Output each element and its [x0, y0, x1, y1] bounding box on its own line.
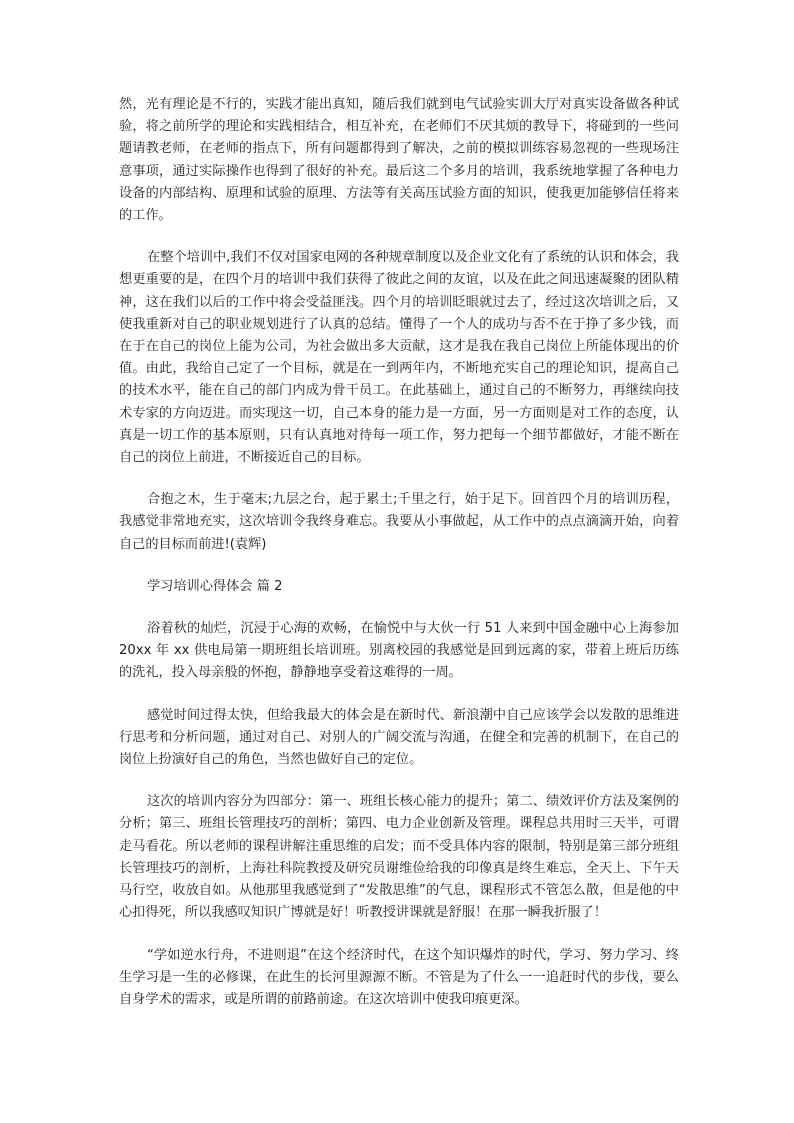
paragraph: 然，光有理论是不行的，实践才能出真知，随后我们就到电气试验实训大厅对真实设备做各种试验，将之前所学的理论和实践相结合，相互补充，在老师们不厌其烦的教导下，将碰到的一些问题请教老师，在老师的指点下，所有问题都得到了解决，之前的模拟训练容易忽视的一些现场注意事项，通过实际操作也得到了很好的补充。最后这二个多月的培训，我系统地掌握了各种电力设备的内部结构、原理和试验的原理、方法等有关高压试验方面的知识，使我更加能够信任将来的工作。: [119, 97, 679, 224]
paragraph: 感觉时间过得太快，但给我最大的体会是在新时代、新浪潮中自己应该学会以发散的思维进行思考和分析问题，通过对自己、对别人的广阔交流与沟通，在健全和完善的机制下，在自己的岗位上扮演好自己的角色，当然也做好自己的定位。: [119, 707, 679, 768]
paragraph: 在整个培训中,我们不仅对国家电网的各种规章制度以及企业文化有了系统的认识和体会，我想更重要的是，在四个月的培训中我们获得了彼此之间的友谊，以及在此之间迅速凝聚的团队精神，这在我们以后的工作中将会受益匪浅。四个月的培训眨眼就过去了，经过这次培训之后，又使我重新对自己的职业规划进行了认真的总结。懂得了一个人的成功与否不在于挣了多少钱，而在于在自己的岗位上能为公司，为社会做出多大贡献，这才是我在我自己岗位上所能体现出的价值。由此，我给自己定了一个目标，就是在一到两年内，不断地充实自己的理论知识，提高自己的技术水平，能在自己的部门内成为骨干员工。在此基础上，通过自己的不断努力，再继续向技术专家的方向迈进。而实现这一切，自己本身的能力是一方面，另一方面则是对工作的态度，认真是一切工作的基本原则，只有认真地对待每一项工作，努力把每一个细节都做好，才能不断在自己的岗位上前进，不断接近自己的目标。: [119, 250, 679, 466]
paragraph: “学如逆水行舟，不进则退”在这个经济时代，在这个知识爆炸的时代，学习、努力学习、终生学习是一生的必修课，在此生的长河里源源不断。不管是为了什么一一追赶时代的步伐，要么自身学术的需求，或是所谓的前路前途。在这次培训中使我印痕更深。: [119, 947, 679, 1007]
document-page: [119, 94, 679, 1031]
section-title: 学习培训心得体会 篇 2: [147, 578, 283, 594]
paragraph: 合抱之木，生于毫末;九层之台，起于累土;千里之行，始于足下。回首四个月的培训历程，我感觉非常地充实，这次培训令我终身难忘。我要从小事做起，从工作中的点点滴滴开始，向着自己的目标而前进!(袁辉): [119, 492, 679, 552]
paragraph: 浴着秋的灿烂，沉浸于心海的欢畅，在愉悦中与大伙一行 51 人来到中国金融中心上海参加 20xx 年 xx 供电局第一期班组长培训班。别离校园的我感觉是回到远离的家，带着上班后历练的洗礼，投入母亲般的怀抱，静静地享受着这难得的一周。: [119, 621, 679, 681]
paragraph: 这次的培训内容分为四部分：第一、班组长核心能力的提升；第二、绩效评价方法及案例的分析；第三、班组长管理技巧的剖析；第四、电力企业创新及管理。课程总共用时三天半，可谓走马看花。所以老师的课程讲解注重思维的启发；而不受具体内容的限制，特别是第三部分班组长管理技巧的剖析，上海社科院教授及研究员谢维俭给我的印像真是终生难忘，全天上、下午天马行空，收放自如。从他那里我感觉到了“发散思维”的气息，课程形式不管怎么散，但是他的中心扣得死，所以我感叹知识广博就是好！听教授讲课就是舒服！在那一瞬我折服了！: [119, 794, 679, 921]
